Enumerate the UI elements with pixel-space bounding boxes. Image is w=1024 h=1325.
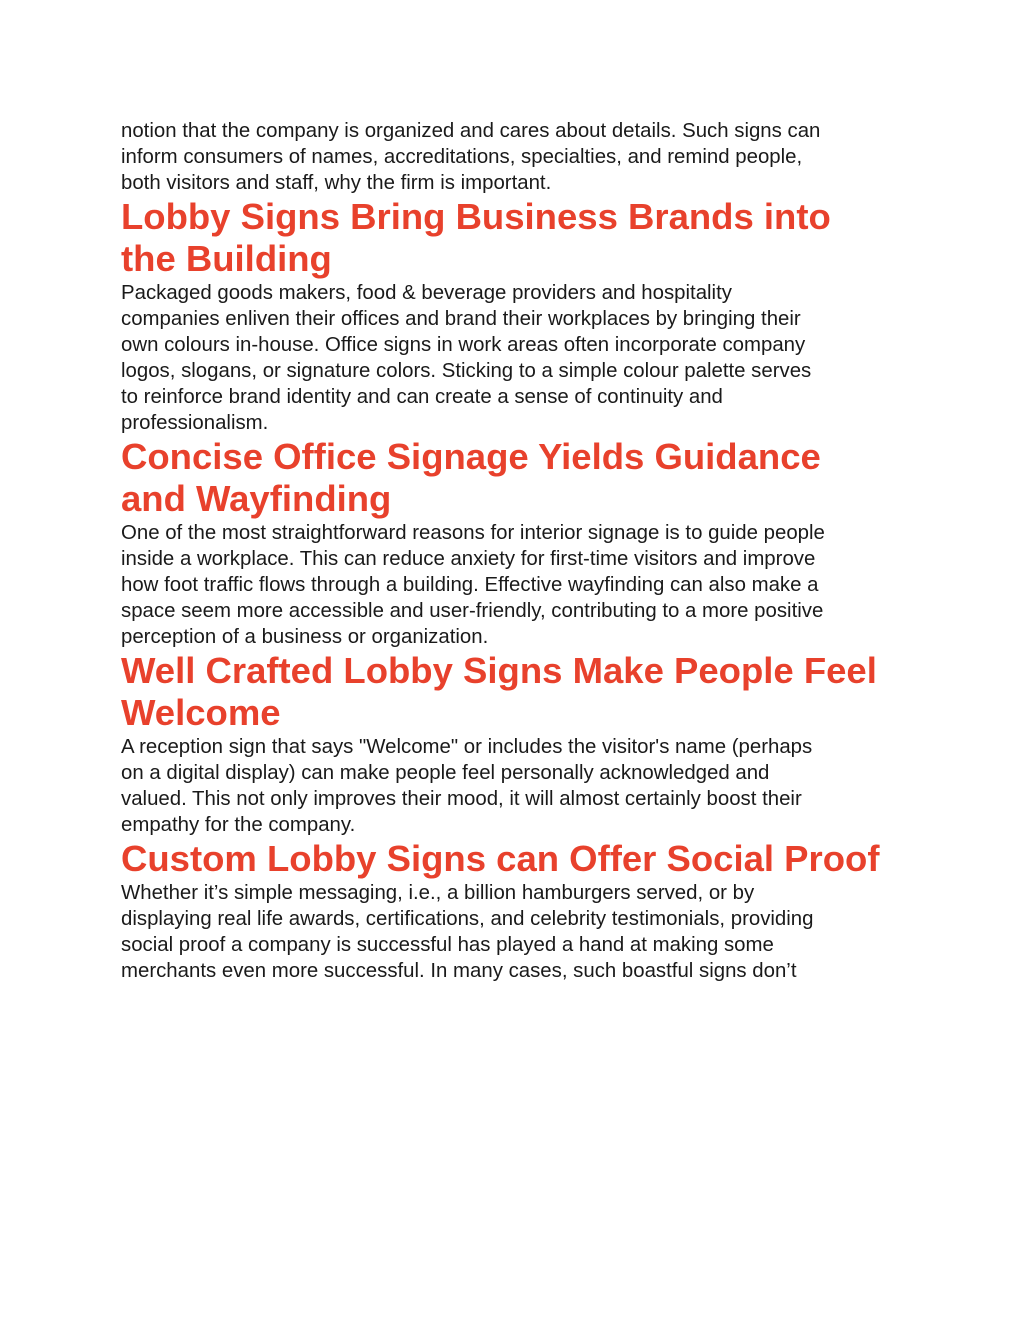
- paragraph-line: perception of a business or organization.: [121, 626, 489, 648]
- section-paragraph-welcome: [121, 734, 921, 838]
- heading-line: and Wayfinding: [121, 478, 392, 519]
- paragraph-line: A reception sign that says "Welcome" or includes the visitor's name (perhaps: [121, 736, 813, 758]
- section-paragraph-brands: [121, 280, 921, 436]
- paragraph-line: displaying real life awards, certifications, and celebrity testimonials, providing: [121, 908, 814, 930]
- paragraph-line: social proof a company is successful has played a hand at making some: [121, 934, 774, 956]
- heading-line: Custom Lobby Signs can Offer Social Proof: [121, 838, 880, 879]
- paragraph-line: companies enliven their offices and brand their workplaces by bringing their: [121, 308, 801, 330]
- paragraph-line: logos, slogans, or signature colors. Sticking to a simple colour palette serves: [121, 360, 812, 382]
- paragraph-line: space seem more accessible and user-friendly, contributing to a more positive: [121, 600, 824, 622]
- section-heading-wayfinding: [121, 436, 921, 520]
- section-heading-social-proof: [121, 838, 921, 880]
- section-heading-welcome: [121, 650, 921, 734]
- paragraph-line: Whether it’s simple messaging, i.e., a billion hamburgers served, or by: [121, 882, 755, 904]
- paragraph-line: professionalism.: [121, 412, 269, 434]
- section-heading-lobby-signs-brands: [121, 196, 921, 280]
- paragraph-line: merchants even more successful. In many cases, such boastful signs don’t: [121, 960, 797, 982]
- heading-line: Lobby Signs Bring Business Brands into: [121, 196, 831, 237]
- heading-line: the Building: [121, 238, 332, 279]
- heading-line: Concise Office Signage Yields Guidance: [121, 436, 821, 477]
- intro-line: notion that the company is organized and cares about details. Such signs can: [121, 120, 821, 142]
- heading-line: Welcome: [121, 692, 281, 733]
- section-paragraph-social-proof: [121, 880, 921, 984]
- intro-line: inform consumers of names, accreditations, specialties, and remind people,: [121, 146, 803, 168]
- paragraph-line: empathy for the company.: [121, 814, 356, 836]
- paragraph-line: valued. This not only improves their mood, it will almost certainly boost their: [121, 788, 802, 810]
- paragraph-line: One of the most straightforward reasons for interior signage is to guide people: [121, 522, 825, 544]
- paragraph-line: own colours in-house. Office signs in work areas often incorporate company: [121, 334, 806, 356]
- paragraph-line: on a digital display) can make people feel personally acknowledged and: [121, 762, 770, 784]
- intro-paragraph: [121, 118, 921, 196]
- paragraph-line: inside a workplace. This can reduce anxiety for first-time visitors and improve: [121, 548, 816, 570]
- paragraph-line: to reinforce brand identity and can create a sense of continuity and: [121, 386, 723, 408]
- document-page: [121, 118, 921, 984]
- paragraph-line: Packaged goods makers, food & beverage providers and hospitality: [121, 282, 732, 304]
- section-paragraph-wayfinding: [121, 520, 921, 650]
- intro-line: both visitors and staff, why the firm is important.: [121, 172, 552, 194]
- heading-line: Well Crafted Lobby Signs Make People Feel: [121, 650, 877, 691]
- paragraph-line: how foot traffic flows through a building. Effective wayfinding can also make a: [121, 574, 819, 596]
